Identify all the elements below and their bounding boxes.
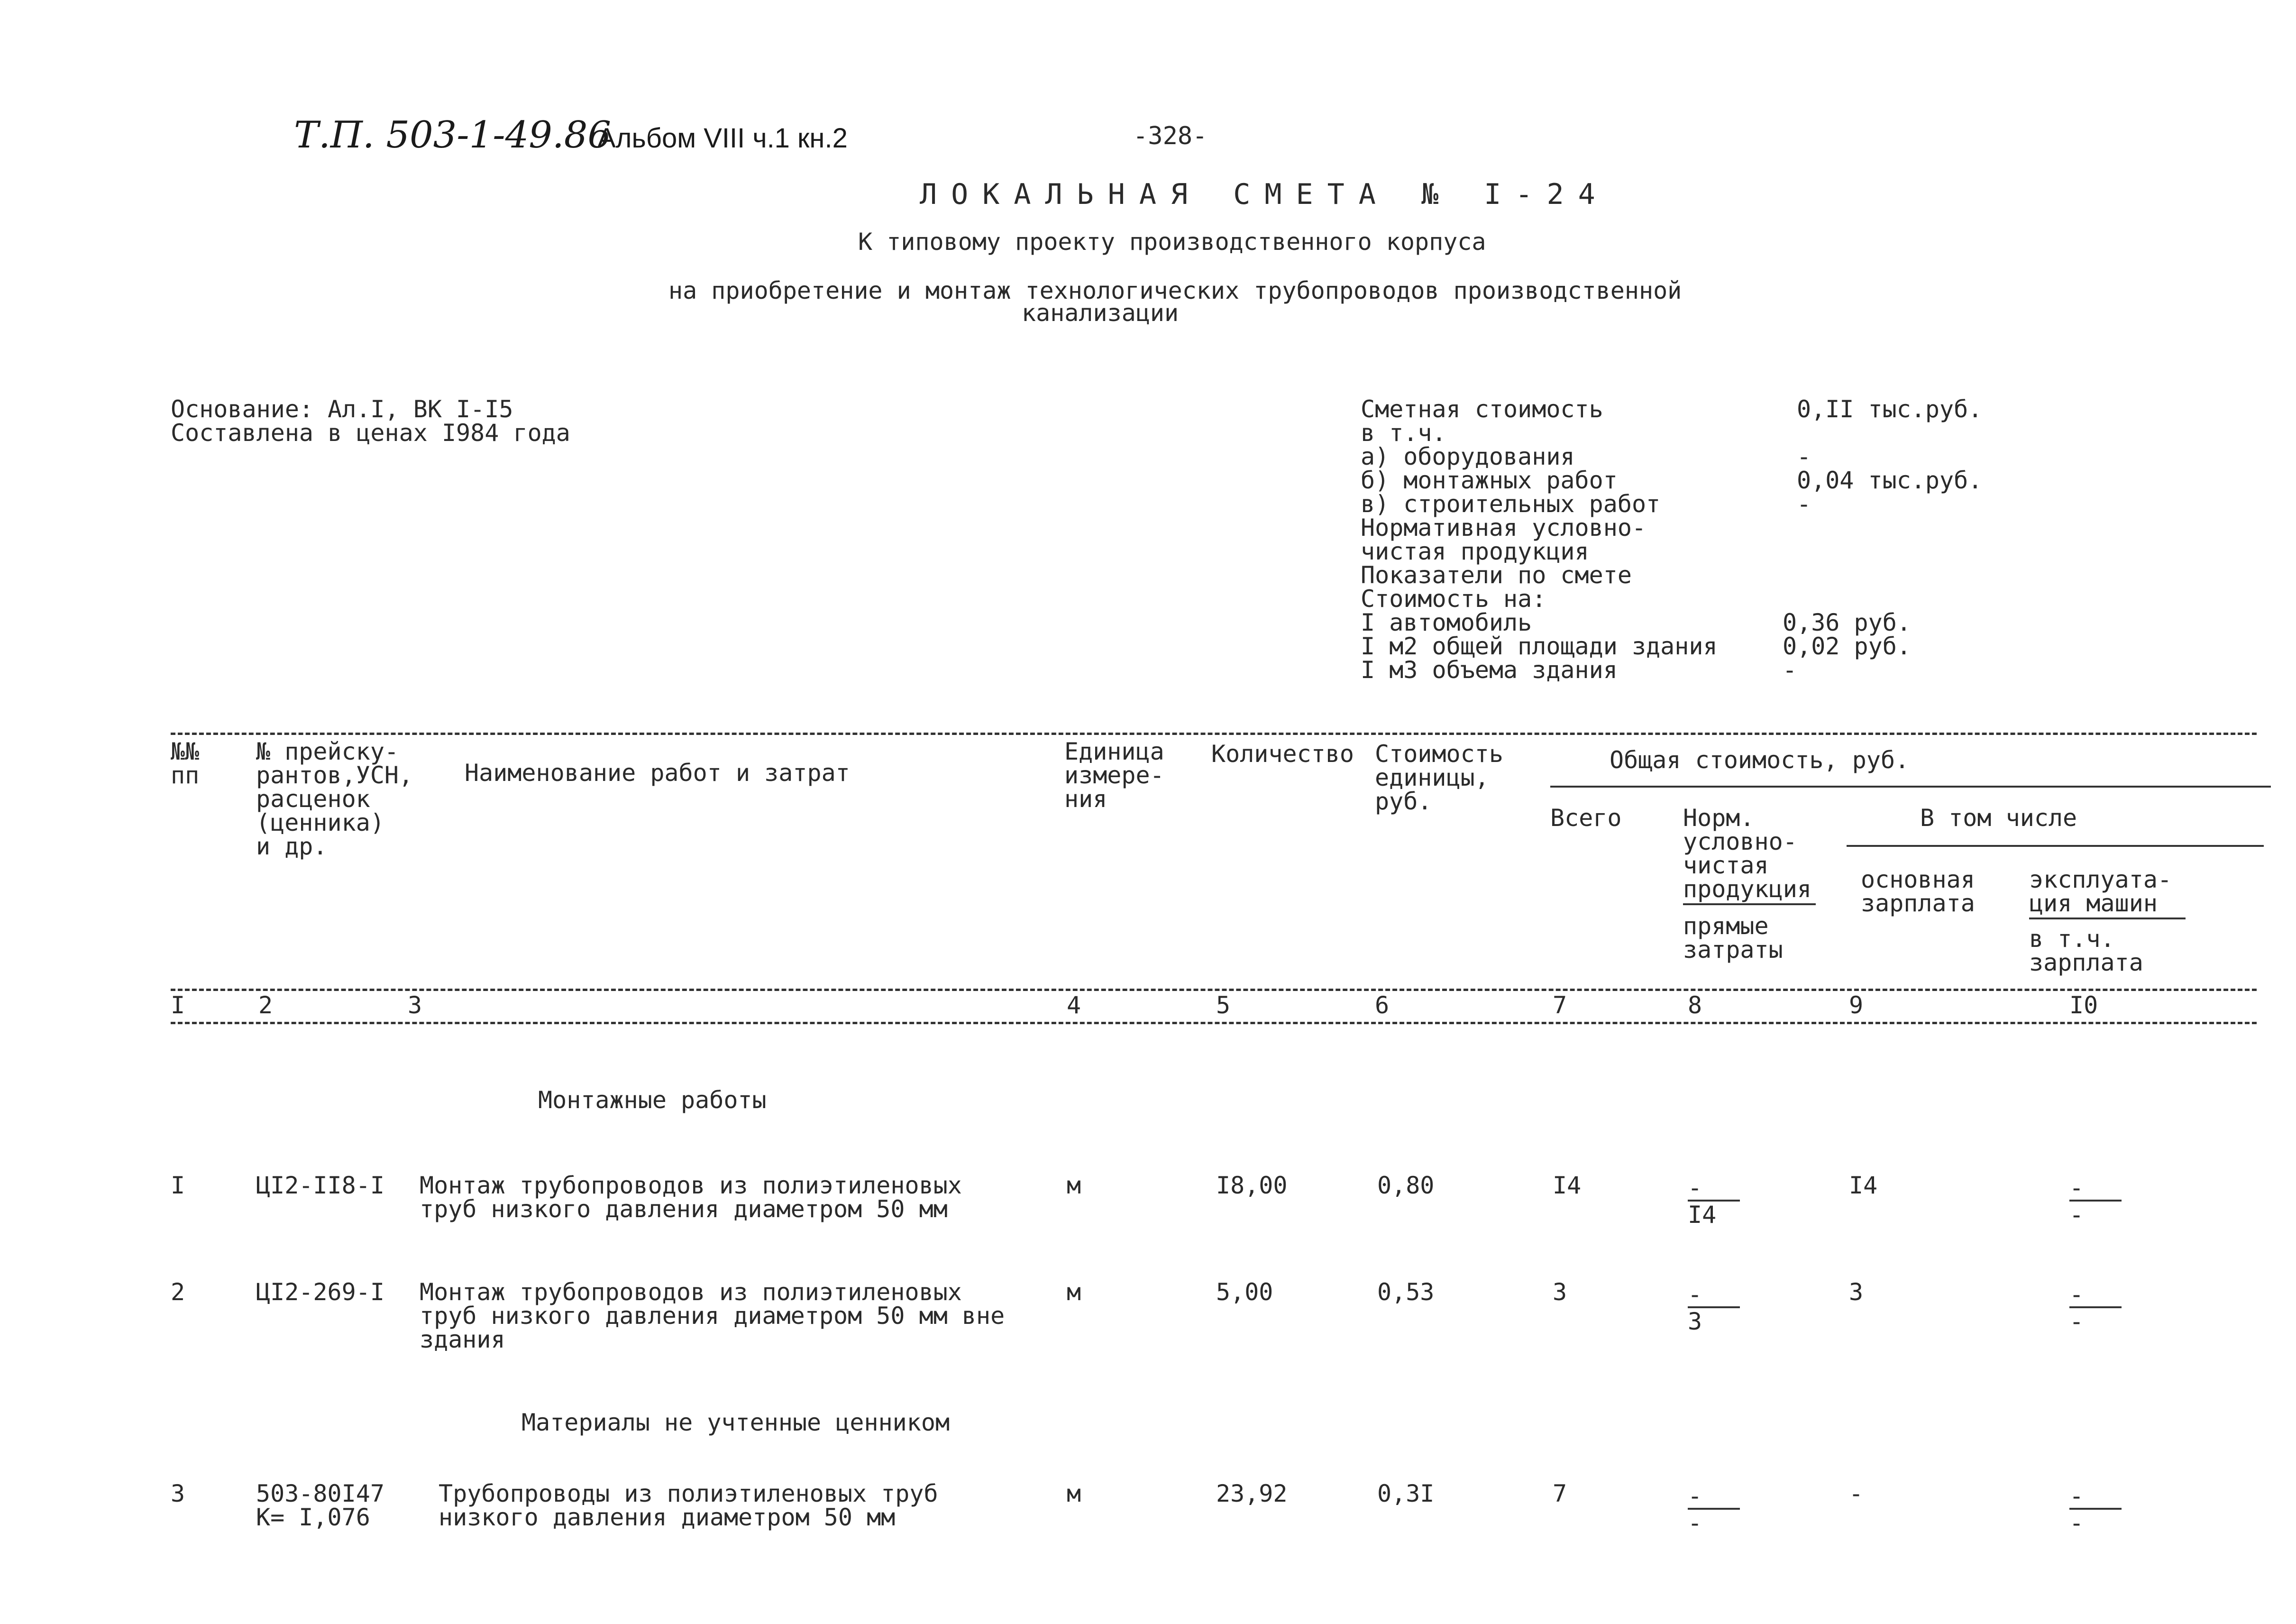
basis-line-2: Составлена в ценах I984 года: [171, 419, 570, 447]
summary-label: Нормативная условно-: [1361, 514, 1647, 541]
header-col-price: Стоимость единицы, руб.: [1375, 740, 1503, 815]
row-norm-value: -: [1688, 1176, 1740, 1202]
row-number: I: [171, 1172, 185, 1199]
column-number: 7: [1553, 991, 1567, 1019]
row-name: Монтаж трубопроводов из полиэтиленовых труб низкого давления диаметром 50 мм: [420, 1172, 962, 1223]
header-col-machines: эксплуата- ция машин: [2029, 866, 2172, 917]
header-col-num: №№ пп: [171, 738, 200, 789]
summary-value: 0,II тыс.руб.: [1797, 395, 1983, 423]
row-direct-value: 3: [1688, 1308, 1702, 1335]
header-col-norm: Норм. условно- чистая продукция: [1683, 804, 1811, 903]
column-number: 2: [258, 991, 273, 1019]
document-title: ЛОКАЛЬНАЯ СМЕТА № I-24: [920, 178, 1610, 211]
row-name: Трубопроводы из полиэтиленовых труб низкого давления диаметром 50 мм: [439, 1480, 938, 1531]
header-incl-group: В том числе: [1920, 804, 2077, 832]
row-total: 3: [1553, 1278, 1567, 1306]
row-salary: -: [1849, 1480, 1864, 1507]
summary-value: 0,02 руб.: [1783, 633, 1911, 660]
column-number: 5: [1216, 991, 1231, 1019]
page-number: -328-: [1133, 122, 1207, 150]
row-direct-value: I4: [1688, 1201, 1717, 1229]
summary-label: I автомобиль: [1361, 609, 1532, 636]
summary-label: Стоимость на:: [1361, 585, 1546, 613]
header-col-name: Наименование работ и затрат: [465, 759, 850, 787]
row-machine-salary-value: -: [2069, 1509, 2084, 1537]
header-col-total: Всего: [1550, 804, 1622, 832]
summary-value: -: [1797, 490, 1811, 518]
row-qty: I8,00: [1216, 1172, 1288, 1199]
column-number: I: [171, 991, 185, 1019]
row-price: 0,3I: [1377, 1480, 1435, 1507]
row-qty: 23,92: [1216, 1480, 1288, 1507]
column-number: 3: [408, 991, 422, 1019]
header-col-code: № прейску- рантов,УСН, расценок (ценника) и др.: [256, 738, 413, 860]
row-code: ЦI2-II8-I: [256, 1172, 384, 1199]
row-code: ЦI2-269-I: [256, 1278, 384, 1306]
row-machines-fraction: [2069, 1482, 2122, 1537]
row-unit: м: [1067, 1480, 1081, 1507]
summary-label: I м2 общей площади здания: [1361, 633, 1718, 660]
summary-label: в т.ч.: [1361, 419, 1446, 447]
row-machine-salary-value: -: [2069, 1308, 2084, 1335]
header-col-qty: Количество: [1211, 740, 1354, 768]
row-code: 503-80I47 К= I,076: [256, 1480, 384, 1531]
section-title-mounting: Монтажные работы: [538, 1086, 767, 1114]
row-number: 2: [171, 1278, 185, 1306]
row-total: I4: [1553, 1172, 1582, 1199]
basis-line-1: Основание: Ал.I, ВК I-I5: [171, 395, 513, 423]
row-qty: 5,00: [1216, 1278, 1273, 1306]
row-unit: м: [1067, 1172, 1081, 1199]
total-group-rule: [1550, 786, 2271, 788]
row-name: Монтаж трубопроводов из полиэтиленовых труб низкого давления диаметром 50 мм вне здания: [420, 1278, 1005, 1353]
row-salary: I4: [1849, 1172, 1878, 1199]
title-line-3: канализации: [1022, 299, 1179, 327]
row-unit: м: [1067, 1278, 1081, 1306]
row-norm-fraction: [1688, 1482, 1740, 1537]
summary-label: Сметная стоимость: [1361, 395, 1603, 423]
row-machines-fraction: [2069, 1174, 2122, 1229]
column-number: 4: [1067, 991, 1081, 1019]
summary-value: 0,36 руб.: [1783, 609, 1911, 636]
header-col-direct: прямые затраты: [1683, 912, 1783, 963]
numbers-top-rule: [171, 989, 2257, 991]
summary-label: б) монтажных работ: [1361, 467, 1618, 494]
section-title-materials: Материалы не учтенные ценником: [521, 1409, 950, 1436]
header-total-group: Общая стоимость, руб.: [1610, 746, 1910, 774]
summary-value: 0,04 тыс.руб.: [1797, 467, 1983, 494]
row-number: 3: [171, 1480, 185, 1507]
row-machines-value: -: [2069, 1283, 2122, 1308]
summary-label: а) оборудования: [1361, 443, 1575, 470]
row-salary: 3: [1849, 1278, 1864, 1306]
column-number: 6: [1375, 991, 1390, 1019]
numbers-bottom-rule: [171, 1022, 2257, 1024]
machines-rule: [2029, 918, 2186, 919]
row-norm-value: -: [1688, 1283, 1740, 1308]
row-machines-fraction: [2069, 1281, 2122, 1335]
column-number: I0: [2069, 991, 2098, 1019]
row-machines-value: -: [2069, 1484, 2122, 1510]
summary-label: I м3 объема здания: [1361, 656, 1618, 684]
summary-label: Показатели по смете: [1361, 561, 1632, 589]
row-price: 0,80: [1377, 1172, 1435, 1199]
title-line-1: К типовому проекту производственного корпуса: [858, 228, 1486, 256]
row-machine-salary-value: -: [2069, 1201, 2084, 1229]
column-number: 8: [1688, 991, 1702, 1019]
incl-group-rule: [1847, 845, 2264, 847]
album-label: Альбом VIII ч.1 кн.2: [597, 123, 848, 154]
title-line-2: на приобретение и монтаж технологических трубопроводов производственной: [668, 277, 1682, 304]
row-direct-value: -: [1688, 1509, 1702, 1537]
row-norm-fraction: [1688, 1281, 1740, 1335]
norm-rule: [1683, 903, 1816, 905]
summary-value: -: [1797, 443, 1811, 470]
header-col-machine-salary: в т.ч. зарплата: [2029, 925, 2143, 976]
table-top-rule: [171, 733, 2257, 735]
summary-value: -: [1783, 656, 1797, 684]
summary-label: чистая продукция: [1361, 538, 1589, 565]
header-col-unit: Единица измере- ния: [1064, 738, 1164, 813]
row-total: 7: [1553, 1480, 1567, 1507]
row-price: 0,53: [1377, 1278, 1435, 1306]
summary-label: в) строительных работ: [1361, 490, 1661, 518]
row-norm-fraction: [1688, 1174, 1740, 1229]
project-number: Т.П. 503-1-49.86: [294, 114, 611, 156]
row-norm-value: -: [1688, 1484, 1740, 1510]
column-number: 9: [1849, 991, 1864, 1019]
row-machines-value: -: [2069, 1176, 2122, 1202]
header-col-salary: основная зарплата: [1861, 866, 1975, 917]
